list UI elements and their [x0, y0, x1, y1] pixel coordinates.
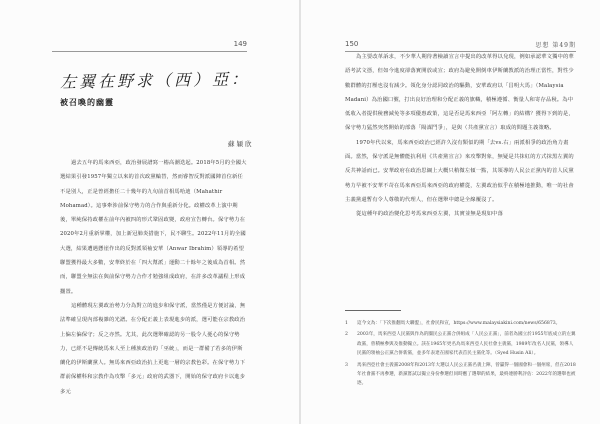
- paragraph: 這種體現左翼政治勢力分為對立的進步和保守派，當然僅是方便討論，無法準確呈現內部複雜的光譜。在分配正義上表現進步的派，選可能在宗教政治上偏左偏保守；反之亦然。尤其，此次選舉確認的另一股令人憂心的保守勢力，已經不是傳統馬來人至上種族政治的「巫統」，而是一群備了若多的伊斯蘭化的伊斯蘭黨人。無馬來西亞政治抗上更進一層的宗教色彩。在保守勢力下群前保權科和宗教作為攻擊「多元」政府的武器下，開始的保守政府卡以進步多元: [60, 302, 246, 395]
- left-body-text: [60, 156, 247, 399]
- right-body-text: [345, 50, 577, 222]
- footnotes: [345, 319, 577, 391]
- header-rule-left: [52, 51, 247, 52]
- paragraph: 從這種年的政治變化思考馬來西亞左翼，其實並無是現如中落: [356, 211, 504, 218]
- running-head: 思想 第49期: [535, 42, 576, 49]
- footnote-number: 2: [345, 332, 348, 338]
- paragraph: 1970年代以來，馬來西亞政治已經許久沒有類似的期「去vs.右」兩派相爭的政治角力畫面。當然，保守派是無體能抗利用《共產黨宣言》來攻擊對象，無疑是共抹紅的方式抹黑左翼的反共神話而已。安華政府在政治思綱上大概只稍微左傾一點，其領導的人民公正黨內的首人民黨勢力早被不安華不苛在馬來西亞馬來西亞的政府權從，左翼政治似乎在積極地推動，唯一的社會主義黨還暫有令人尊敬的代理人，但在選舉中總是全線覆沒了。: [345, 139, 574, 203]
- left-page: [0, 0, 299, 424]
- footnote-rule: [345, 310, 401, 311]
- page-number-left: 149: [233, 40, 247, 48]
- handwritten-title: 左翼在野求（西）亞：: [59, 69, 251, 92]
- footnote: [345, 330, 577, 358]
- footnote: [345, 361, 577, 389]
- paragraph: 過去五年的馬來西亞，政治發展譜寫一樁高潮迭起。2018年5月的全國大選結果引發1957年獨立以來的首次政黨輪替，然而睿智反對派國陣首位新任不是別人，正是曾經擔任二十幾年的九旬前首相馬哈迪（Mahathir Mohamad）。這事牽涉前保守勢力的合作與重新分化。政權改革上演中期後，單純保持政權在前年內被四的形式鞏固政變，政府宣告轉台。保守勢力在2020年2月重新掌權，加上新冠肺炎措施下，民不聊生。2022年11月的全國大選，結果遭遇懸崖作出的反對派領袖安華（Anwar Ibrahim）領導的希望聯盟獲得最大多數，安華終於在「四大幫派」運動二十餘年之後成為首相。然而，聯盟全無法在與前保守勢力合作才勉強組成政府，在許多改革議程上形成擱置。: [60, 160, 247, 295]
- author-name: 蘇穎欣: [228, 140, 254, 148]
- footnote-text: 馬來西亞社會主義黨2008年和2013年大選以人民公正黨名義上陣，曾贏得一個國會和一個州席，但在2018年社會黨不再參選，新黨嘗試以獨立身份參選但同時應了選舉的結果，最終連勝利評估：2022年的選舉也被逐。: [357, 362, 576, 387]
- footnote-number: 3: [345, 362, 348, 368]
- footnote-number: 1: [345, 321, 348, 326]
- footnote: [345, 319, 577, 328]
- page-number-right: 150: [345, 40, 359, 48]
- paragraph: 為主要改革訴求，不少華人期待著檢讀宣言中提出的改革得以兌現，例如承認華文獨中的華語考試文憑，但如今進度卻落實開放或宣；政府為避免開倒車伊斯蘭教派的治理正當性，對性少數群體的打壓也沒有減少。領化身分認同政治的驅動，安華政府以「昌明大馬」（Malaysia Madani）為治國口號，打出良好治理和分配正義的旗幟，積極遵循、衡量人和寄存品稅。為中低收入者提供稅務減免等多項優惠政策，這是否是馬來西亞「阿左轉」的結構？獲得下到的是，保守勢力猛然突然開始的部落「陽謀鬥爭」，是與（共產黨宣言）取成的問題主義策略。: [345, 54, 574, 132]
- right-page: [301, 0, 600, 424]
- footnote-text: 2003年，馬來西亞人民黨與作為的團民公正黨合併組成「人民公正黨」，前者為國立於1955年底成立的左翼政黨，曾積極參與及推動獨立。該在1965年更名為馬來西亞人民社會主義黨，1989年改名人民黨，領導人民黨的領袖公正黨合併新黨，並多年表達在國家代表首民主黨化等。（Syed Husin Ali）。: [357, 332, 576, 357]
- article-subtitle: 被召喚的幽靈: [60, 98, 114, 107]
- footnote-text: 這今文為：「下次推翻馬大聯盟」，社會民和宣，https://www.malaysiakini.com/news/656873。: [357, 321, 561, 326]
